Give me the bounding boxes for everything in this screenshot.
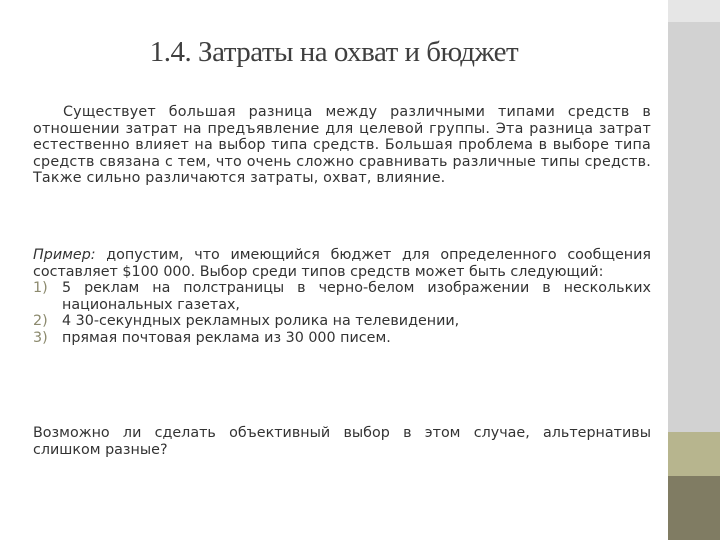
sidebar-band-light xyxy=(668,0,720,22)
sidebar-band-gray xyxy=(668,22,720,432)
list-item-number: 3) xyxy=(33,329,48,346)
sidebar-band-olive-dark xyxy=(668,476,720,540)
decorative-sidebar xyxy=(668,0,720,540)
list-item-number: 2) xyxy=(33,313,48,330)
sidebar-band-olive-light xyxy=(668,432,720,476)
list-item-text: 5 реклам на полстраницы в черно-белом изображении в нескольких национальных газетах, xyxy=(62,280,651,313)
list-item xyxy=(33,313,651,330)
paragraph-costs-text: Существует большая разница между различными типами средств в отношении затрат на предъявление для целевой группы. Эта разница затрат естественно влияет на выбор типа средств. Большая проблема в выборе типа средств связана с тем, что очень сложно сравнивать различные типы средств. Также сильно различаются затраты, охват, влияние. xyxy=(33,104,651,187)
list-item xyxy=(33,330,651,347)
list-item-text: 4 30-секундных рекламных ролика на телевидении, xyxy=(62,313,460,330)
example-lead: Пример: xyxy=(33,247,96,263)
slide-title: 1.4. Затраты на охват и бюджет xyxy=(149,36,519,68)
question-paragraph: Возможно ли сделать объективный выбор в этом случае, альтернативы слишком разные? xyxy=(33,425,651,458)
list-item-text: прямая почтовая реклама из 30 000 писем. xyxy=(62,329,391,346)
options-list xyxy=(33,280,651,346)
list-item xyxy=(33,280,651,313)
list-item-number: 1) xyxy=(33,280,48,297)
paragraph-costs xyxy=(33,104,651,187)
example-text: допустим, что имеющийся бюджет для определенного сообщения составляет $100 000. Выбор среди типов средств может быть следующий: xyxy=(33,247,651,280)
example-intro xyxy=(33,247,651,280)
example-block xyxy=(33,247,651,347)
